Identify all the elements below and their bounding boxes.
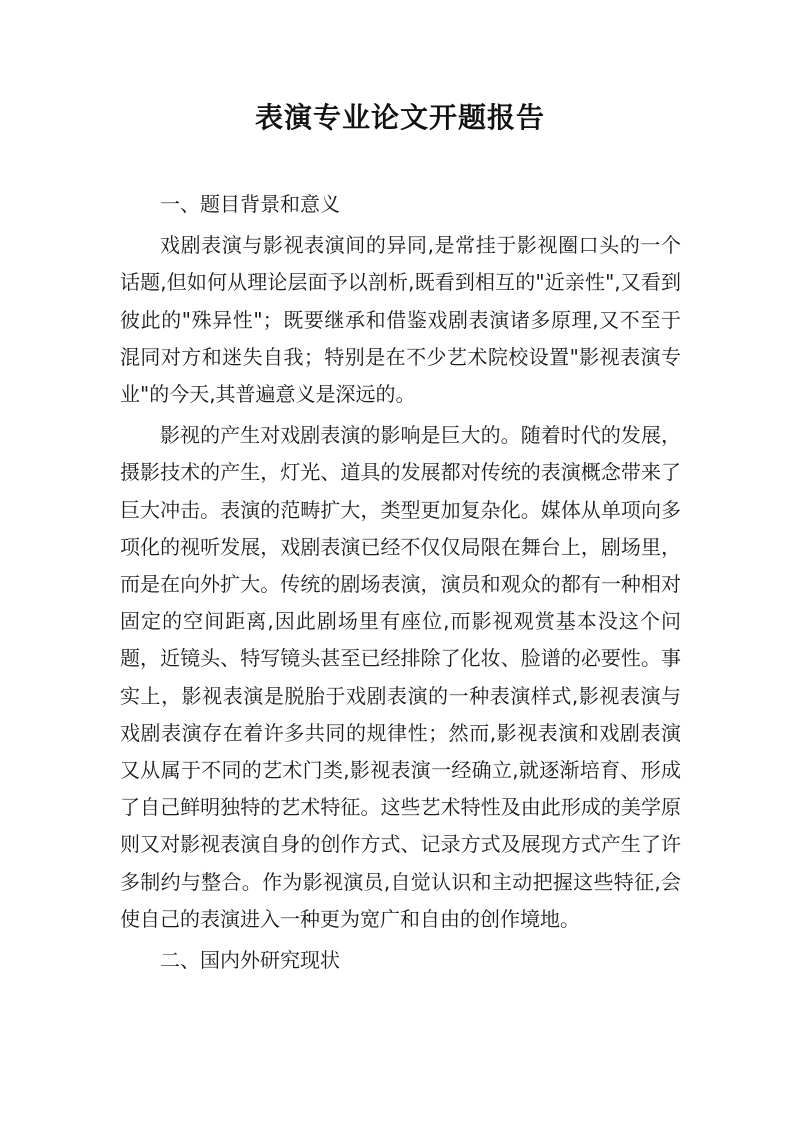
paragraph-significance: 戏剧表演与影视表演间的异同,是常挂于影视圈口头的一个话题,但如何从理论层面予以剖析,既看到相互的"近亲性",又看到彼此的"殊异性"；既要继承和借鉴戏剧表演诸多原理,又不至于混同对方和迷失自我；特别是在不少艺术院校设置"影视表演专业"的今天,其普遍意义是深远的。: [120, 233, 681, 407]
paragraph-influence: 影视的产生对戏剧表演的影响是巨大的。随着时代的发展，摄影技术的产生，灯光、道具的发展都对传统的表演概念带来了巨大冲击。表演的范畴扩大，类型更加复杂化。媒体从单项向多项化的视听发展，戏剧表演已经不仅仅局限在舞台上，剧场里，而是在向外扩大。传统的剧场表演，演员和观众的都有一种相对固定的空间距离,因此剧场里有座位,而影视观赏基本没这个问题，近镜头、特写镜头甚至已经排除了化妆、脸谱的必要性。事实上，影视表演是脱胎于戏剧表演的一种表演样式,影视表演与戏剧表演存在着许多共同的规律性；然而,影视表演和戏剧表演又从属于不同的艺术门类,影视表演一经确立,就逐渐培育、形成了自己鲜明独特的艺术特征。这些艺术特性及由此形成的美学原则又对影视表演自身的创作方式、记录方式及展现方式产生了许多制约与整合。作为影视演员,自觉认识和主动把握这些特征,会使自己的表演进入一种更为宽广和自由的创作境地。: [120, 423, 681, 931]
section-heading-research-status: 二、国内外研究现状: [160, 948, 340, 973]
section-heading-background: 一、题目背景和意义: [160, 192, 340, 216]
document-body: [120, 186, 681, 983]
document-title: 表演专业论文开题报告: [254, 101, 545, 134]
